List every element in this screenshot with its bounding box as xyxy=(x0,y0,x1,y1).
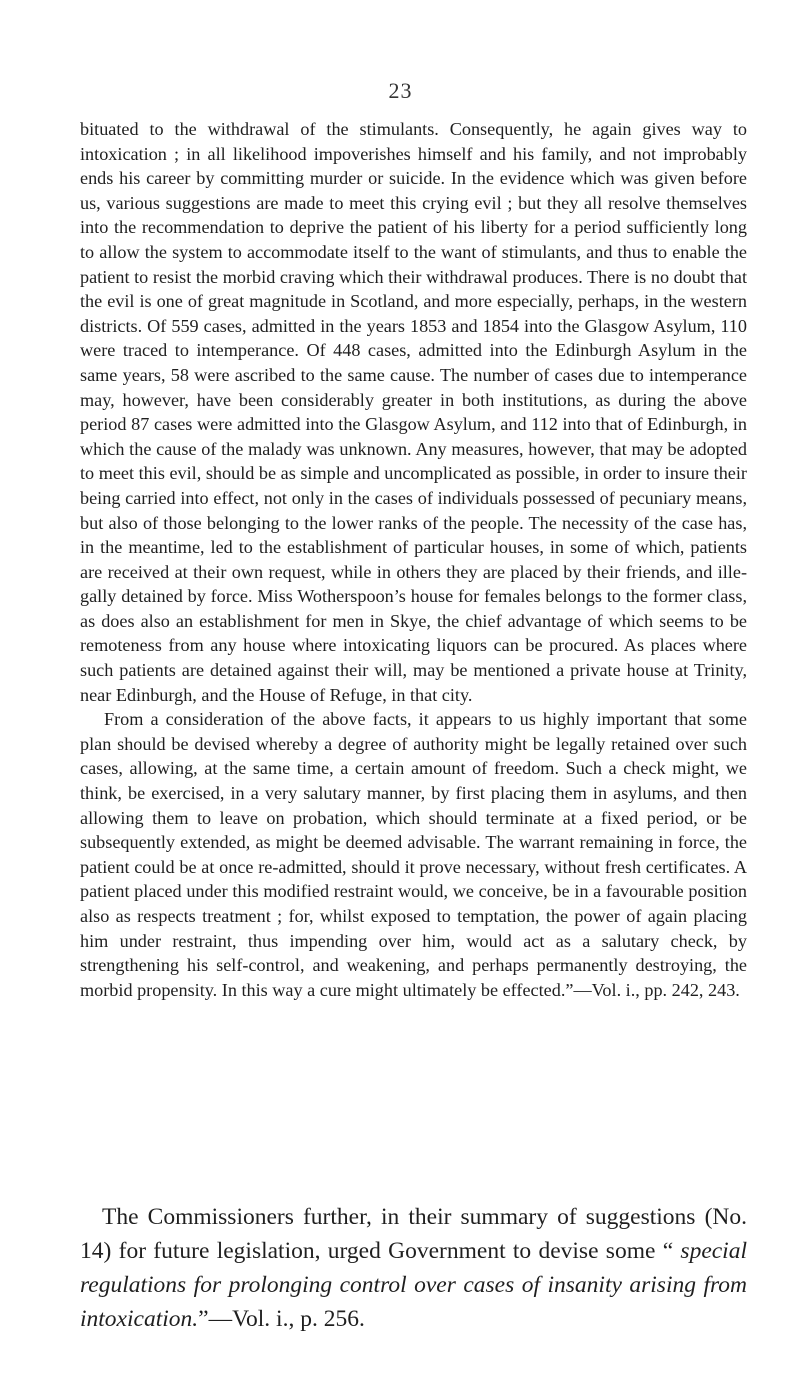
quoted-report-excerpt xyxy=(80,117,747,1002)
commentary-citation: ”—Vol. i., p. 256. xyxy=(198,1306,365,1332)
commentary-paragraph xyxy=(80,1200,747,1336)
commentary-text xyxy=(80,1200,747,1336)
quote-paragraph-continuation: bituated to the withdrawal of the stimulants. Consequently, he again gives way to intoxication ; in all likelihood impoverishes himself and his family, and not improbably ends his career by committing murder or suicide. In the evidence which was given before us, various suggestions are made to meet this crying evil ; but they all resolve themselves into the recommendation to deprive the patient of his liberty for a period sufficiently long to allow the system to accommodate itself to the want of stimulants, and thus to enable the patient to resist the morbid craving which their withdrawal produces. There is no doubt that the evil is one of great magnitude in Scotland, and more especially, perhaps, in the western districts. Of 559 cases, admitted in the years 1853 and 1854 into the Glasgow Asylum, 110 were traced to intemperance. Of 448 cases, admitted into the Edinburgh Asylum in the same years, 58 were ascribed to the same cause. The number of cases due to intemperance may, however, have been considerably greater in both institutions, as during the above period 87 cases were admitted into the Glasgow Asylum, and 112 into that of Edinburgh, in which the cause of the malady was unknown. Any measures, however, that may be adopted to meet this evil, should be as simple and uncomplicated as possible, in order to insure their being carried into effect, not only in the cases of individuals possessed of pecuniary means, but also of those belonging to the lower ranks of the people. The necessity of the case has, in the meantime, led to the establishment of particular houses, in some of which, patients are received at their own request, while in others they are placed by their friends, and illegally detained by force. Miss Wotherspoon’s house for females belongs to the former class, as does also an establishment for men in Skye, the chief advantage of which seems to be remoteness from any house where intoxicating liquors can be procured. As places where such patients are detained against their will, may be mentioned a private house at Trinity, near Edinburgh, and the House of Refuge, in that city. xyxy=(80,119,747,705)
commentary-lead: The Commissioners further, in their summary of suggestions (No. 14) for future legislation, urged Government to devise some “ xyxy=(80,1204,747,1264)
commentary-italic-quote: special regulations for prolonging control over cases of insanity arising from intoxication. xyxy=(80,1238,747,1332)
page-number: 23 xyxy=(388,78,413,103)
quote-paragraph-recommendation: From a consideration of the above facts, it appears to us highly important that some plan should be devised whereby a degree of authority might be legally retained over such cases, allowing, at the same time, a certain amount of freedom. Such a check might, we think, be exercised, in a very salutary manner, by first placing them in asylums, and then allowing them to leave on probation, which should terminate at a fixed period, or be subsequently extended, as might be deemed advisable. The warrant remaining in force, the patient could be at once re-admitted, should it prove necessary, without fresh certificates. A patient placed under this modified restraint would, we conceive, be in a favourable position also as respects treatment ; for, whilst exposed to temptation, the power of again placing him under restraint, thus impending over him, would act as a salutary check, by strengthening his self-control, and weakening, and perhaps permanently destroying, the morbid propensity. In this way a cure might ultimately be effected.”—Vol. i., pp. 242, 243. xyxy=(80,709,747,1000)
